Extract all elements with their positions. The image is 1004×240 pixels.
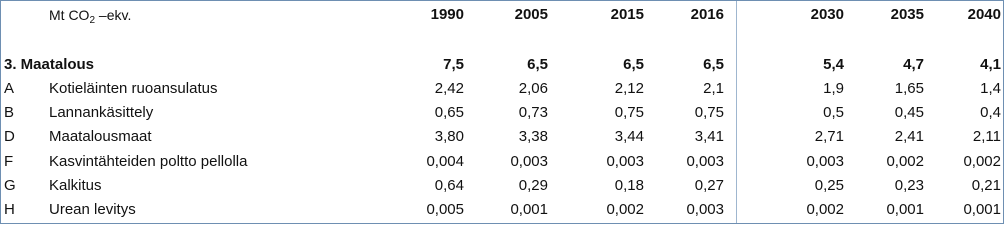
table-cell: 1,65 [894, 80, 924, 97]
table-cell: 2,11 [972, 128, 1001, 145]
row-name: Kalkitus [49, 177, 102, 194]
table-cell: 0,002 [963, 153, 1001, 170]
table-cell: 5,4 [823, 56, 844, 73]
section-title: 3. Maatalous [4, 56, 95, 73]
table-cell: 2,1 [703, 80, 724, 97]
row-code: G [4, 177, 16, 194]
table-cell: 0,003 [606, 153, 644, 170]
table-cell: 0,4 [980, 104, 1001, 121]
table-cell: 0,23 [894, 177, 924, 194]
table-cell: 0,004 [426, 153, 464, 170]
table-row [1, 198, 1003, 222]
header-row [1, 3, 1003, 27]
table-cell: 1,9 [823, 80, 844, 97]
table-cell: 0,003 [510, 153, 548, 170]
table-cell: 0,001 [886, 201, 924, 218]
table-cell: 2,42 [434, 80, 464, 97]
table-row [1, 77, 1003, 101]
row-name: Maatalousmaat [49, 128, 152, 145]
table-cell: 0,002 [806, 201, 844, 218]
year-header: 2035 [890, 6, 924, 23]
table-cell: 0,001 [963, 201, 1001, 218]
row-name: Urean levitys [49, 201, 136, 218]
table-cell: 0,003 [806, 153, 844, 170]
table-cell: 6,5 [703, 56, 724, 73]
year-header: 2030 [810, 6, 844, 23]
table-cell: 6,5 [527, 56, 548, 73]
table-cell: 2,41 [894, 128, 924, 145]
table-cell: 0,21 [971, 177, 1001, 194]
unit-label: Mt $CO_2$ –ekv. [49, 7, 132, 26]
table-cell: 2,71 [814, 128, 844, 145]
row-name: Lannankäsittely [49, 104, 154, 121]
table-cell: 0,003 [686, 201, 724, 218]
table-cell: 0,002 [886, 153, 924, 170]
table-cell: 0,005 [426, 201, 464, 218]
table-cell: 0,73 [518, 104, 548, 121]
table-cell: 0,002 [606, 201, 644, 218]
table-cell: 0,75 [694, 104, 724, 121]
table-cell: 4,7 [903, 56, 924, 73]
row-code: H [4, 201, 15, 218]
table-cell: 1,4 [980, 80, 1001, 97]
table-cell: 0,75 [614, 104, 644, 121]
year-header: 2040 [967, 6, 1001, 23]
row-name: Kasvintähteiden poltto pellolla [49, 153, 248, 170]
table-cell: 7,5 [443, 56, 464, 73]
table-row [1, 174, 1003, 198]
year-header: 2015 [610, 6, 644, 23]
table-cell: 0,29 [518, 177, 548, 194]
table-cell: 6,5 [623, 56, 644, 73]
table-cell: 0,25 [814, 177, 844, 194]
row-code: F [4, 153, 14, 170]
table-cell: 3,41 [694, 128, 724, 145]
row-code: D [4, 128, 15, 145]
table-cell: 0,001 [510, 201, 548, 218]
year-header: 2005 [514, 6, 548, 23]
table-cell: 4,1 [980, 56, 1001, 73]
table-row [1, 101, 1003, 125]
year-header: 1990 [430, 6, 464, 23]
table-cell: 2,06 [518, 80, 548, 97]
table-cell: 0,5 [823, 104, 844, 121]
table-cell: 0,64 [434, 177, 464, 194]
table-cell: 3,44 [614, 128, 644, 145]
table-cell: 0,65 [434, 104, 464, 121]
table-cell: 0,45 [894, 104, 924, 121]
table-cell: 0,003 [686, 153, 724, 170]
table-row [1, 125, 1003, 149]
table-cell: 0,27 [694, 177, 724, 194]
row-code: A [4, 80, 15, 97]
section-total-row [1, 53, 1003, 77]
table-cell: 2,12 [614, 80, 644, 97]
row-name: Kotieläinten ruoansulatus [49, 80, 218, 97]
row-code: B [4, 104, 15, 121]
table-cell: 3,38 [518, 128, 548, 145]
table-cell: 0,18 [614, 177, 644, 194]
table-cell: 3,80 [434, 128, 464, 145]
table-row [1, 150, 1003, 174]
year-header: 2016 [690, 6, 724, 23]
